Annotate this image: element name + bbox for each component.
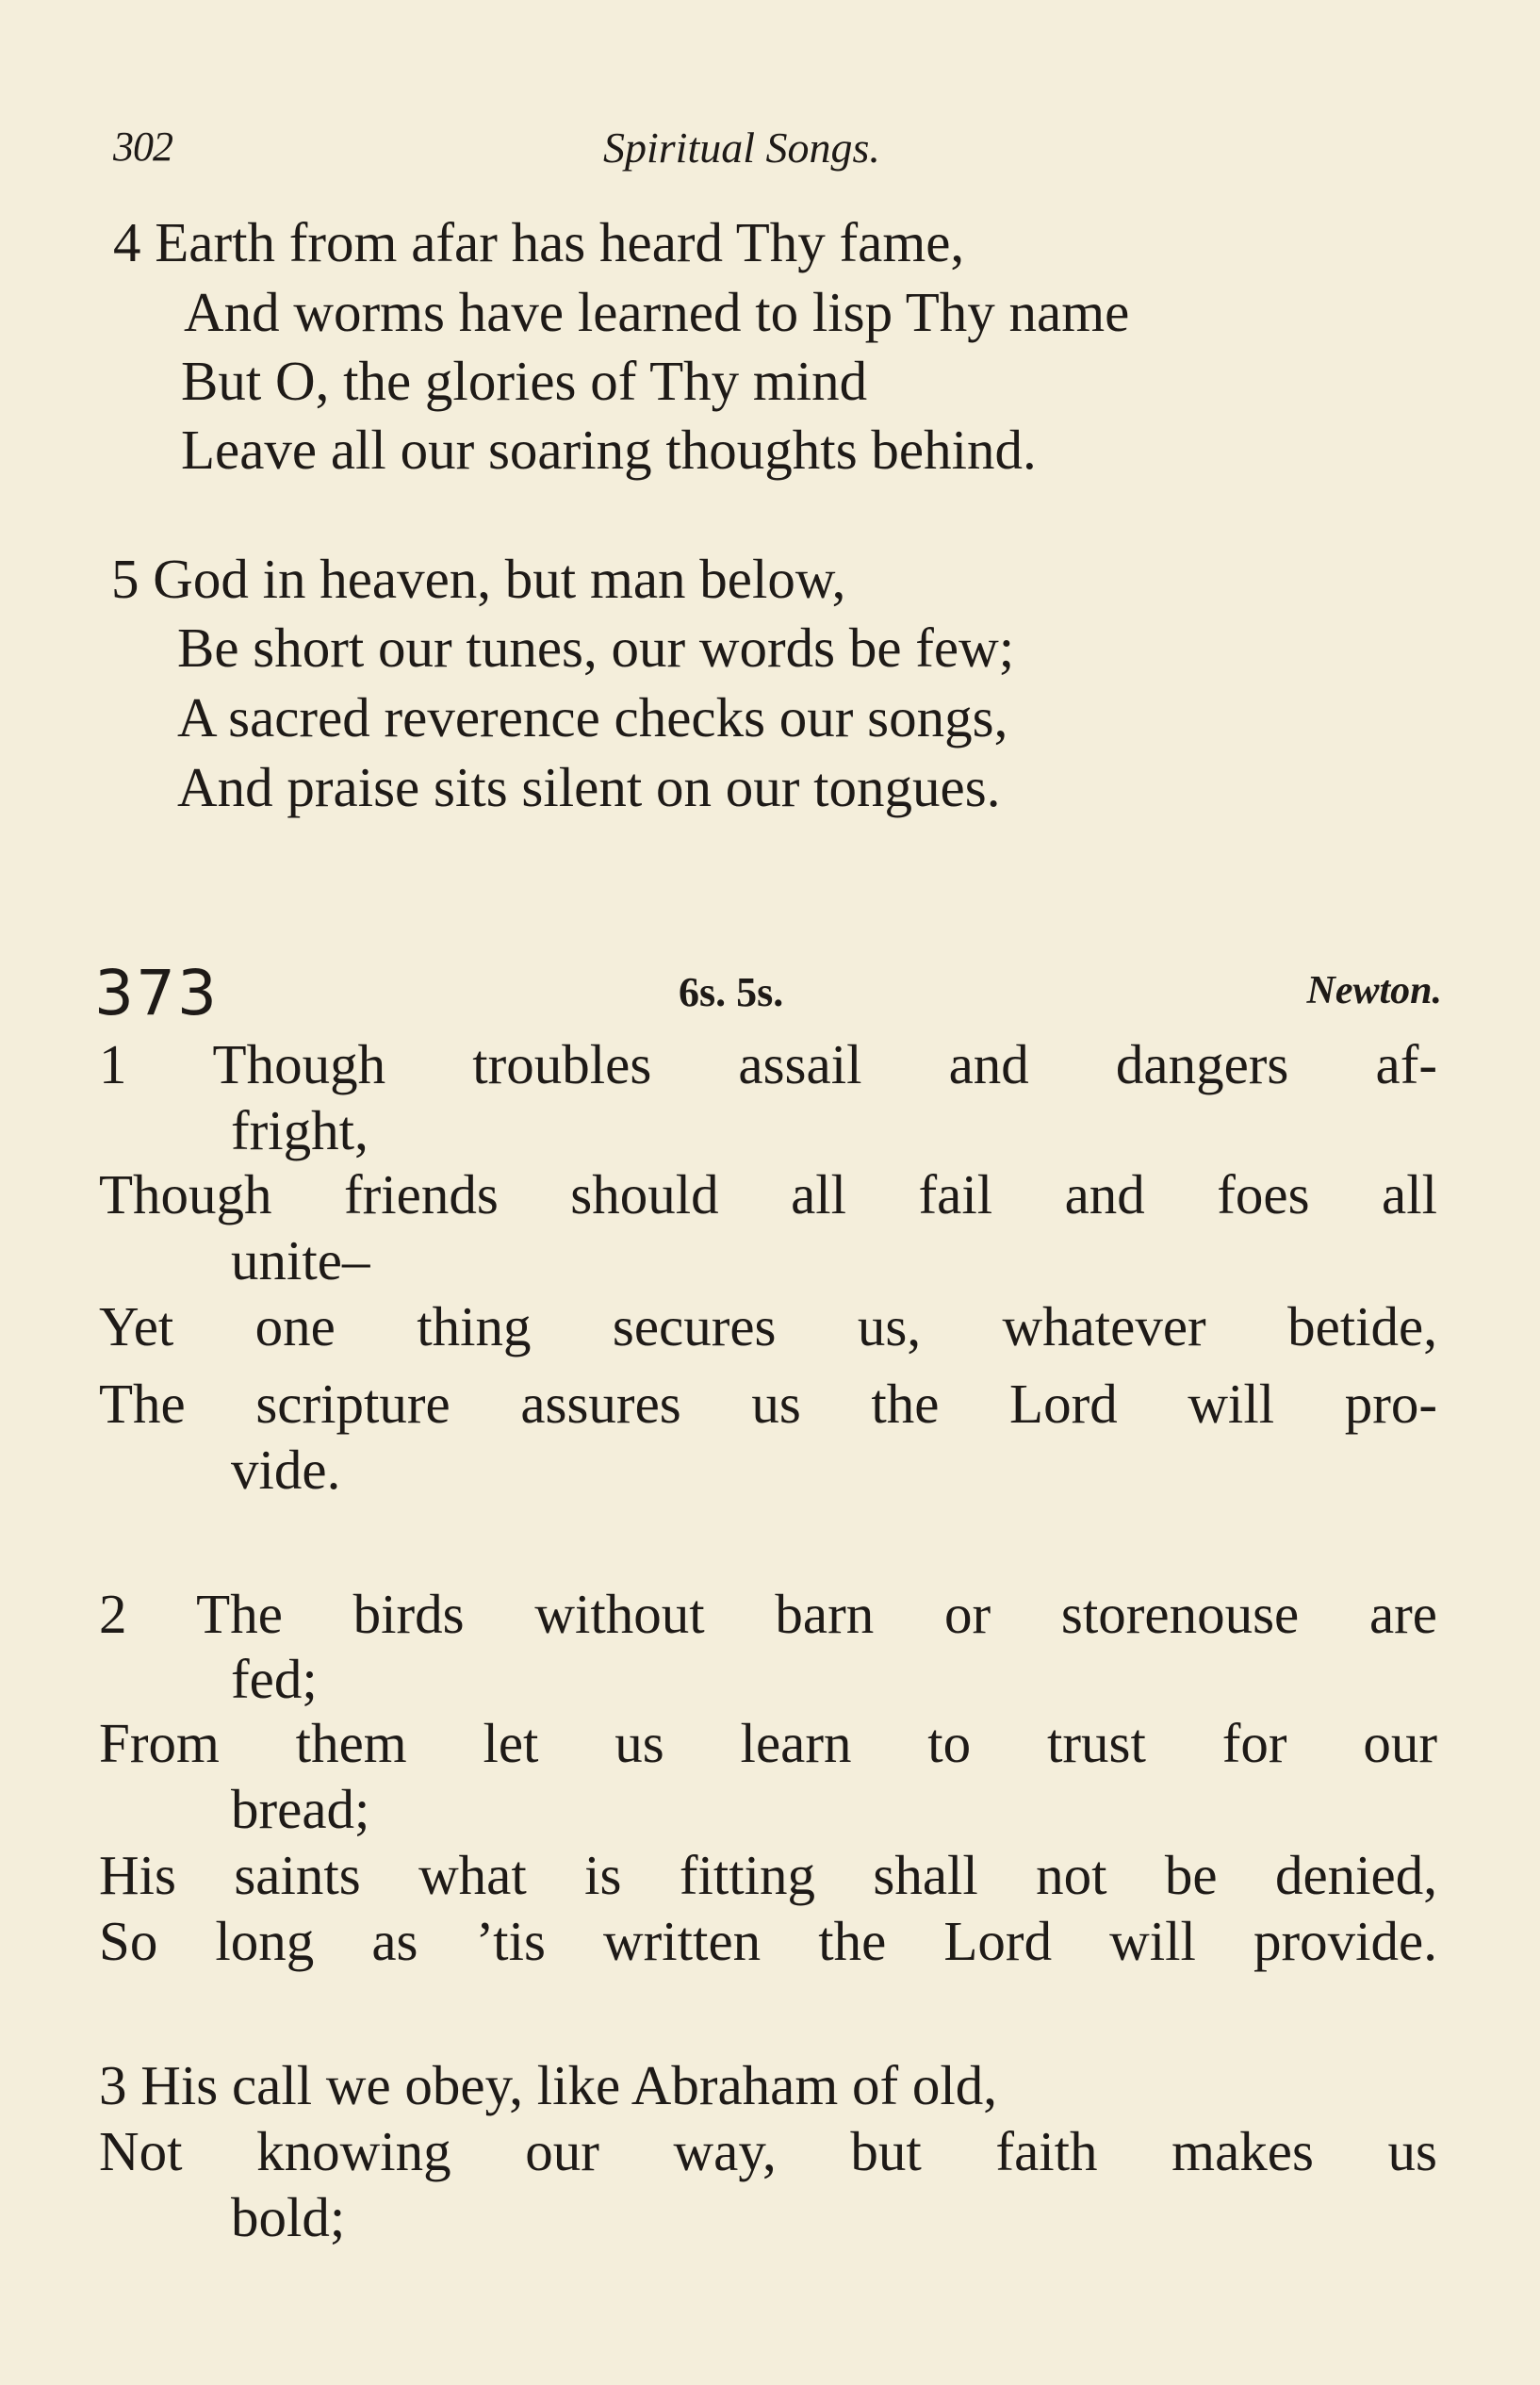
verse-line: And worms have learned to lisp Thy name [184,281,1130,343]
running-title: Spiritual Songs. [603,123,880,172]
verse-line: bread; [231,1778,370,1840]
verse-line: bold; [231,2186,346,2248]
verse-line: unite– [231,1229,370,1291]
hymn-meter: 6s. 5s. [679,969,784,1015]
verse-line: From them let us learn to trust for our [99,1716,1437,1774]
verse-line: Not knowing our way, but faith makes us [99,2124,1437,2182]
verse-line: vide. [231,1439,341,1501]
verse-line: 1 Though troubles assail and dangers af- [99,1037,1437,1095]
verse-line: 2 The birds without barn or storenouse are [99,1587,1437,1645]
page-header [113,123,1433,179]
verse-line: 3 His call we obey, like Abraham of old, [99,2054,998,2116]
verse-line: 4 Earth from afar has heard Thy fame, [113,211,965,273]
verse-line: A sacred reverence checks our songs, [177,686,1008,748]
verse-line: The scripture assures us the Lord will pro- [99,1376,1437,1435]
hymn-number: 373 [94,957,219,1029]
verse-line: fright, [231,1099,369,1161]
verse-line: His saints what is fitting shall not be denied, [99,1848,1437,1906]
verse-line: Yet one thing secures us, whatever betide, [99,1299,1437,1357]
verse-line: So long as ’tis written the Lord will provide. [99,1914,1437,1972]
verse-line: 5 God in heaven, but man below, [111,548,846,610]
verse-line: Though friends should all fail and foes all [99,1167,1437,1225]
verse-line: But O, the glories of Thy mind [181,350,868,412]
page-number: 302 [113,123,172,170]
verse-line: fed; [231,1648,318,1710]
verse-line: Leave all our soaring thoughts behind. [181,419,1037,481]
verse-line: Be short our tunes, our words be few; [177,617,1015,679]
verse-line: And praise sits silent on our tongues. [177,756,1001,818]
hymn-author: Newton. [1306,969,1442,1012]
hymn-heading [94,957,1442,1029]
